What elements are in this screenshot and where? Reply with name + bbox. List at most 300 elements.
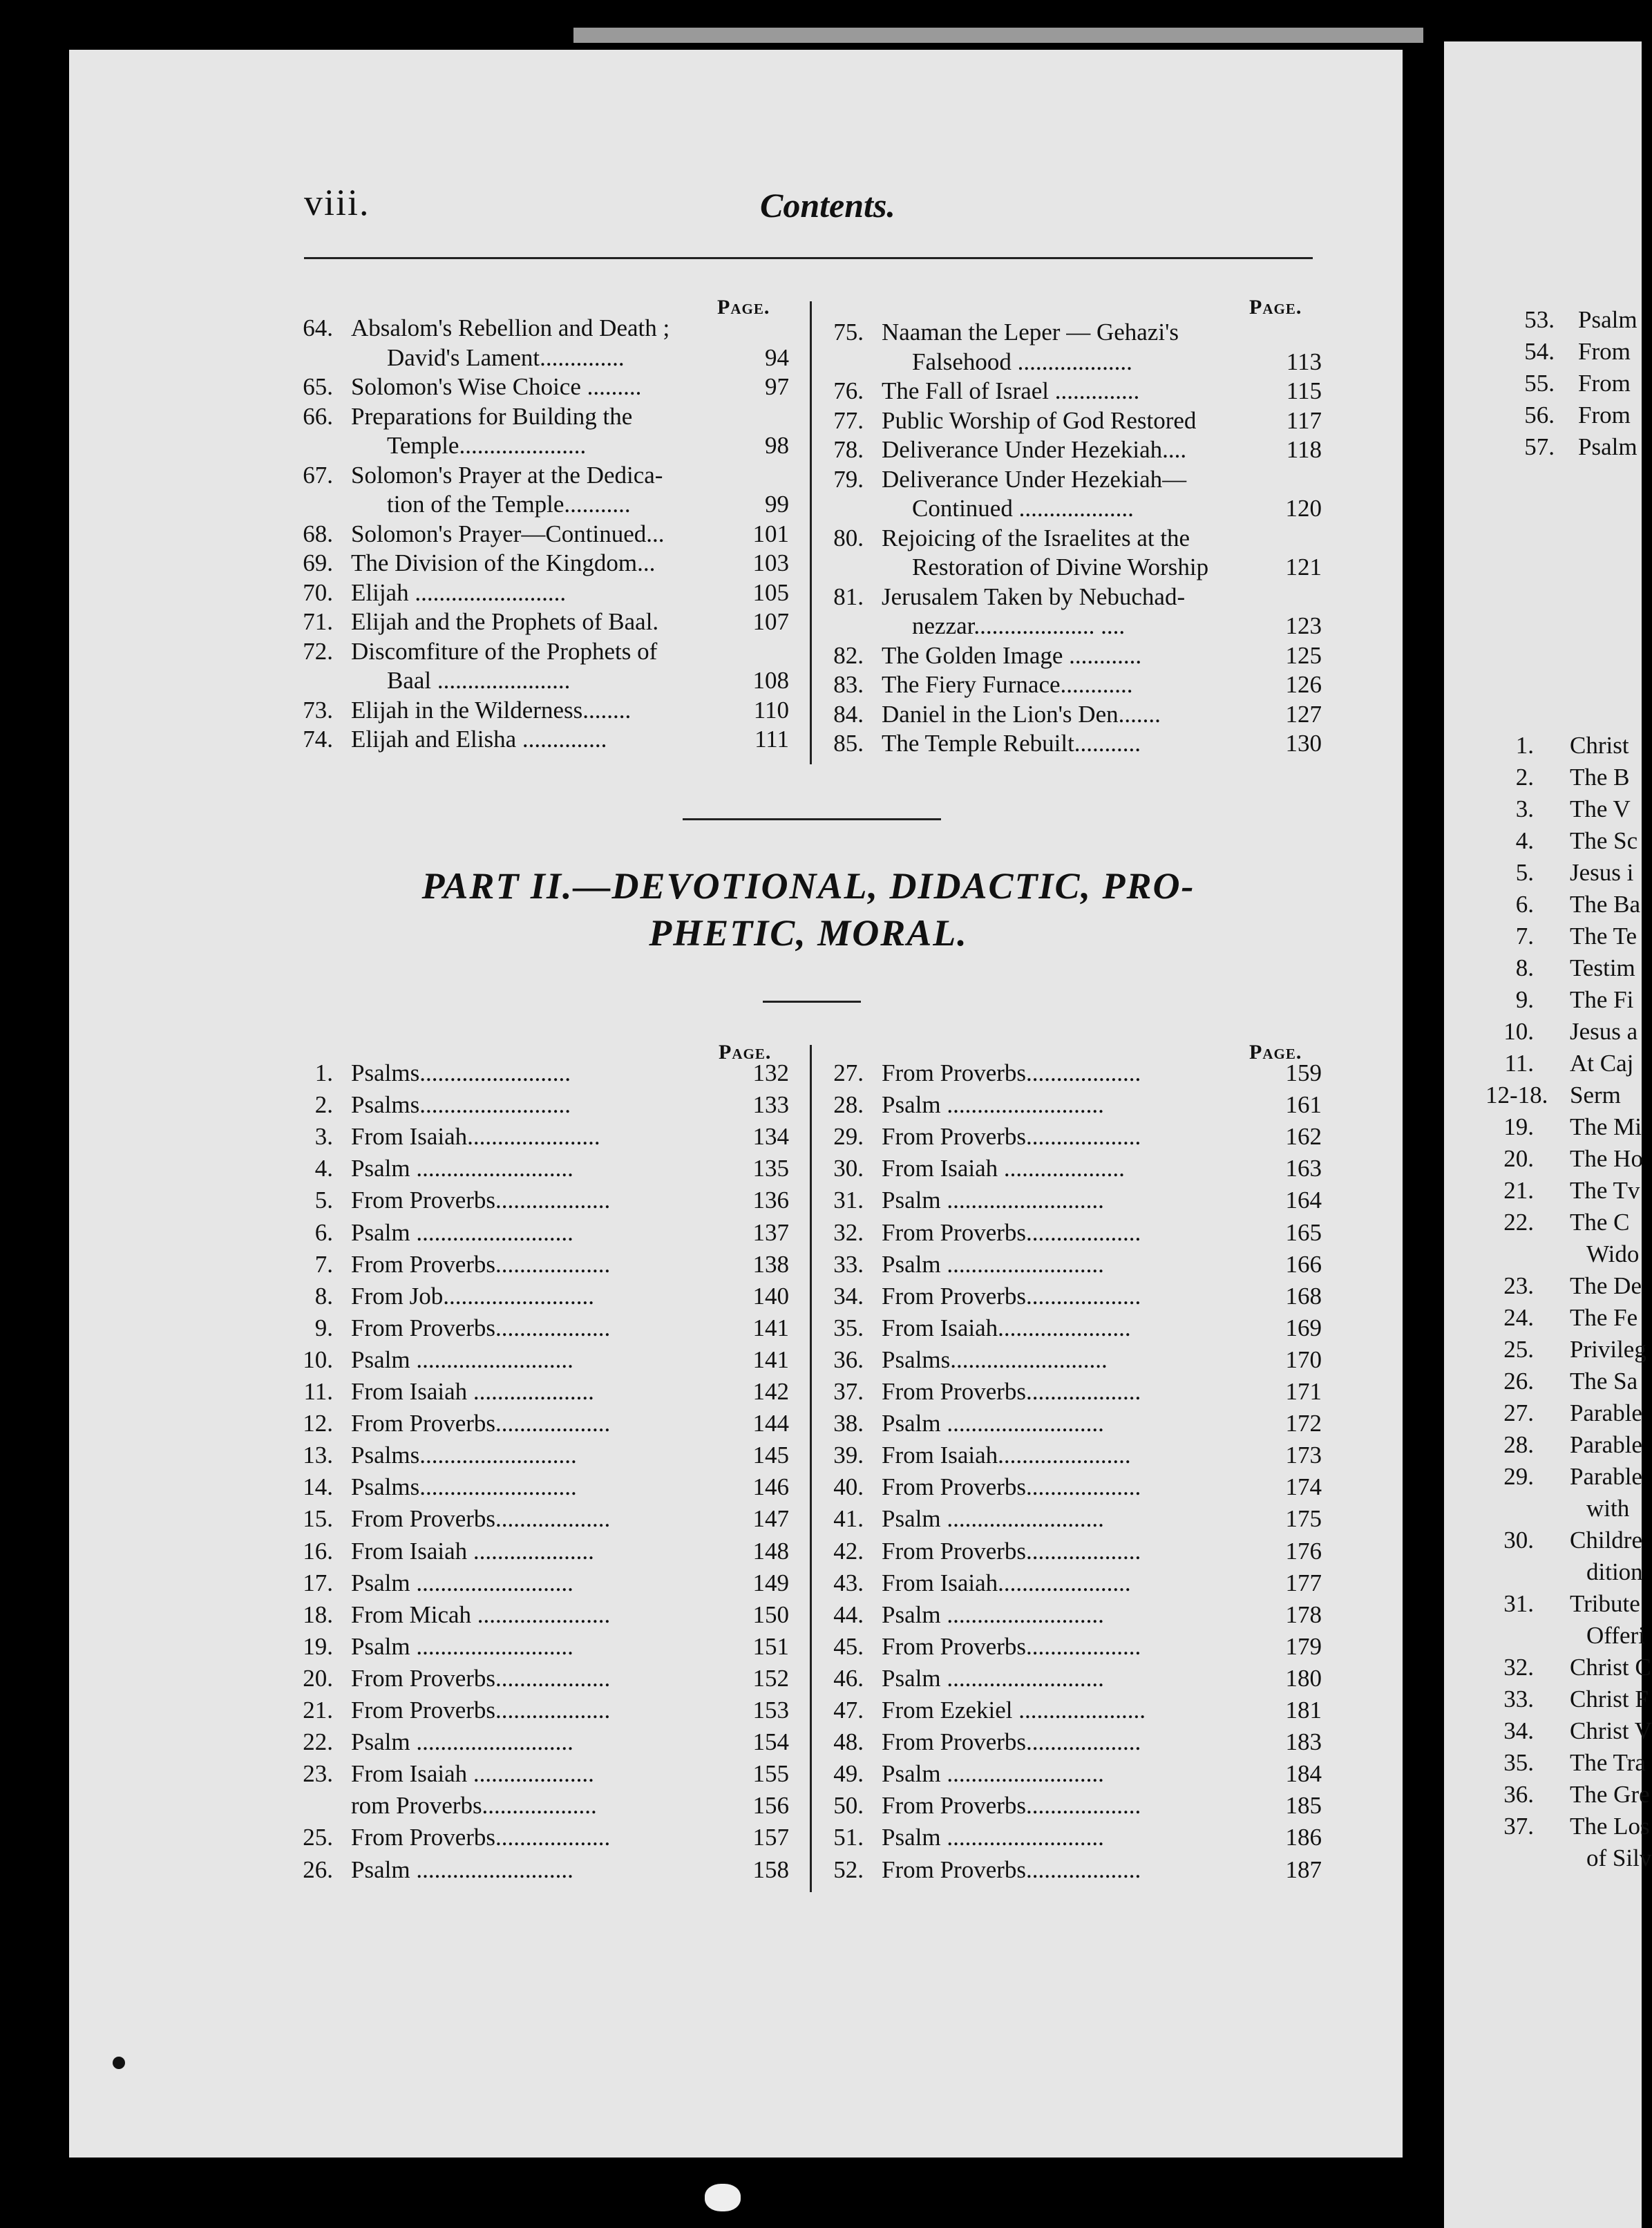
toc-entry-title: Rejoicing of the Israelites at the bbox=[882, 524, 1190, 551]
toc-entry-title: The Fall of Israel .............. bbox=[882, 377, 1140, 404]
toc-entry-number: 75. bbox=[833, 319, 864, 346]
toc-entry bbox=[815, 1634, 1322, 1661]
toc-entry bbox=[815, 643, 1322, 670]
toc-entry-number: 27. bbox=[1503, 1399, 1534, 1426]
toc-entry-number: 56. bbox=[1524, 402, 1555, 428]
toc-entry bbox=[1485, 955, 1642, 983]
toc-entry-page: 103 bbox=[752, 549, 789, 576]
toc-entry bbox=[285, 404, 789, 431]
toc-entry-title: Elijah and Elisha .............. bbox=[351, 726, 607, 753]
toc-entry bbox=[815, 378, 1322, 406]
toc-entry-page: 159 bbox=[1285, 1059, 1322, 1086]
toc-entry-number: 84. bbox=[833, 700, 864, 728]
toc-entry-title: Psalm .......................... bbox=[882, 1187, 1104, 1214]
toc-entry-number: 73. bbox=[303, 696, 333, 724]
toc-entry bbox=[1485, 1114, 1642, 1142]
toc-entry-page: 168 bbox=[1285, 1282, 1322, 1310]
toc-entry bbox=[815, 1220, 1322, 1247]
toc-entry-number: 8. bbox=[1515, 954, 1534, 981]
toc-entry bbox=[1485, 1559, 1642, 1587]
toc-entry bbox=[285, 1665, 789, 1693]
toc-entry-number: 41. bbox=[833, 1505, 864, 1533]
toc-entry bbox=[815, 1506, 1322, 1533]
toc-entry-title: Psalm .......................... bbox=[351, 1569, 573, 1596]
toc-entry-page: 157 bbox=[752, 1824, 789, 1851]
toc-entry bbox=[285, 345, 789, 372]
toc-entry-title: The Gre bbox=[1570, 1781, 1650, 1808]
toc-entry-number: 29. bbox=[1503, 1463, 1534, 1490]
toc-entry bbox=[815, 554, 1322, 582]
toc-entry-number: 74. bbox=[303, 726, 333, 753]
toc-entry-number: 76. bbox=[833, 377, 864, 404]
toc-entry-number: 10. bbox=[1503, 1018, 1534, 1045]
toc-entry bbox=[285, 1220, 789, 1247]
toc-entry-page: 164 bbox=[1285, 1187, 1322, 1214]
toc-entry-page: 133 bbox=[752, 1091, 789, 1119]
toc-entry-title: Elijah and the Prophets of Baal. bbox=[351, 608, 659, 635]
toc-entry-title: Baal ...................... bbox=[387, 667, 571, 694]
toc-entry-number: 68. bbox=[303, 520, 333, 547]
toc-entry-number: 7. bbox=[314, 1250, 333, 1278]
toc-entry-page: 169 bbox=[1285, 1314, 1322, 1341]
toc-entry-number: 71. bbox=[303, 608, 333, 635]
toc-entry bbox=[1506, 402, 1642, 430]
toc-entry-number: 32. bbox=[1503, 1654, 1534, 1681]
toc-entry-title: Psalm .......................... bbox=[882, 1760, 1104, 1788]
toc-entry bbox=[1506, 307, 1642, 334]
toc-entry bbox=[285, 1506, 789, 1533]
toc-entry bbox=[1485, 828, 1642, 856]
toc-entry-page: 152 bbox=[752, 1664, 789, 1692]
toc-entry bbox=[815, 1602, 1322, 1630]
toc-entry-title: The Ho bbox=[1570, 1145, 1643, 1172]
toc-entry-number: 8. bbox=[314, 1282, 333, 1310]
toc-entry-number: 36. bbox=[833, 1346, 864, 1373]
toc-entry-number: 53. bbox=[1524, 306, 1555, 333]
toc-entry bbox=[815, 1379, 1322, 1406]
toc-entry-page: 113 bbox=[1286, 348, 1322, 375]
toc-entry-number: 45. bbox=[833, 1632, 864, 1660]
toc-entry-page: 155 bbox=[752, 1760, 789, 1788]
toc-entry-page: 117 bbox=[1286, 406, 1322, 434]
toc-entry-page: 186 bbox=[1285, 1824, 1322, 1851]
toc-entry-title: Psalm .......................... bbox=[882, 1664, 1104, 1692]
toc-entry bbox=[1485, 764, 1642, 792]
toc-entry-page: 140 bbox=[752, 1282, 789, 1310]
toc-entry bbox=[285, 1092, 789, 1120]
toc-entry-title: Privileg bbox=[1570, 1336, 1646, 1363]
toc-entry bbox=[1485, 733, 1642, 760]
toc-entry-title: Testim bbox=[1570, 954, 1635, 981]
toc-entry-number: 9. bbox=[314, 1314, 333, 1341]
toc-entry-title: From Isaiah...................... bbox=[351, 1123, 600, 1151]
toc-entry-number: 55. bbox=[1524, 370, 1555, 397]
toc-entry-title: Psalm .......................... bbox=[882, 1824, 1104, 1851]
toc-entry-title: Preparations for Building the bbox=[351, 402, 633, 430]
toc-entry-page: 136 bbox=[752, 1187, 789, 1214]
toc-entry-page: 150 bbox=[752, 1601, 789, 1628]
toc-entry-title: From Proverbs................... bbox=[882, 1473, 1141, 1501]
toc-entry bbox=[815, 1761, 1322, 1788]
toc-entry bbox=[1485, 1050, 1642, 1078]
toc-entry-title: Parable bbox=[1570, 1431, 1642, 1458]
toc-entry-title: The Tv bbox=[1570, 1177, 1640, 1204]
page-column-label: Page. bbox=[1249, 296, 1302, 319]
toc-entry-number: 11. bbox=[303, 1378, 333, 1405]
toc-entry-page: 180 bbox=[1285, 1664, 1322, 1692]
page-number: viii. bbox=[304, 182, 370, 223]
toc-entry bbox=[1485, 1019, 1642, 1046]
toc-entry-title: Offeri bbox=[1586, 1622, 1645, 1649]
page-column-label: Page. bbox=[717, 296, 770, 319]
toc-entry-page: 179 bbox=[1285, 1632, 1322, 1660]
toc-entry-title: From Proverbs................... bbox=[351, 1697, 611, 1724]
toc-entry-title: The Temple Rebuilt........... bbox=[882, 730, 1141, 757]
toc-entry-number: 72. bbox=[303, 637, 333, 665]
toc-entry-title: Solomon's Prayer at the Dedica- bbox=[351, 461, 663, 489]
toc-entry-number: 77. bbox=[833, 406, 864, 434]
toc-entry-number: 21. bbox=[303, 1697, 333, 1724]
toc-entry bbox=[285, 1187, 789, 1215]
toc-entry-title: Psalm .......................... bbox=[882, 1601, 1104, 1628]
toc-entry-number: 12-18. bbox=[1485, 1082, 1548, 1108]
toc-entry-title: Temple..................... bbox=[387, 432, 587, 459]
toc-entry-title: From Proverbs................... bbox=[351, 1187, 611, 1214]
toc-entry bbox=[285, 639, 789, 666]
toc-entry-page: 126 bbox=[1285, 671, 1322, 698]
toc-entry bbox=[285, 697, 789, 725]
toc-entry-page: 118 bbox=[1286, 436, 1322, 463]
toc-entry-page: 137 bbox=[752, 1218, 789, 1246]
toc-entry-title: At Caj bbox=[1570, 1050, 1634, 1077]
toc-entry bbox=[815, 1187, 1322, 1215]
toc-entry-number: 57. bbox=[1524, 433, 1555, 460]
heading-divider bbox=[763, 1001, 861, 1003]
toc-entry-number: 26. bbox=[303, 1856, 333, 1883]
toc-entry bbox=[285, 580, 789, 607]
toc-entry-number: 20. bbox=[1503, 1145, 1534, 1172]
toc-entry-page: 138 bbox=[752, 1250, 789, 1278]
toc-entry-number: 33. bbox=[833, 1250, 864, 1278]
toc-entry-title: Christ C bbox=[1570, 1654, 1651, 1681]
toc-entry-number: 19. bbox=[303, 1632, 333, 1660]
toc-entry-title: Psalms.......................... bbox=[351, 1442, 577, 1469]
toc-entry-title: Public Worship of God Restored bbox=[882, 406, 1197, 434]
toc-entry-page: 121 bbox=[1285, 554, 1322, 580]
toc-entry-number: 82. bbox=[833, 641, 864, 669]
toc-entry bbox=[1506, 370, 1642, 398]
toc-entry-title: Psalm .......................... bbox=[882, 1250, 1104, 1278]
toc-entry-page: 134 bbox=[752, 1123, 789, 1151]
section-divider bbox=[683, 818, 941, 820]
toc-entry-title: The Fe bbox=[1570, 1304, 1638, 1331]
toc-entry-number: 2. bbox=[314, 1091, 333, 1119]
toc-entry-title: Psalm .......................... bbox=[351, 1728, 573, 1756]
toc-entry-page: 130 bbox=[1285, 730, 1322, 757]
toc-entry-title: Jerusalem Taken by Nebuchad- bbox=[882, 583, 1186, 610]
column-divider bbox=[810, 301, 812, 764]
toc-entry bbox=[285, 433, 789, 460]
toc-entry bbox=[1485, 1717, 1652, 1746]
toc-entry bbox=[1485, 1241, 1642, 1269]
toc-entry-title: From Proverbs................... bbox=[882, 1728, 1141, 1756]
toc-entry bbox=[815, 349, 1322, 377]
toc-entry-number: 81. bbox=[833, 583, 864, 610]
toc-entry-page: 101 bbox=[752, 520, 789, 547]
toc-entry bbox=[815, 1824, 1322, 1852]
toc-entry bbox=[285, 1442, 789, 1470]
toc-entry bbox=[285, 609, 789, 636]
toc-entry bbox=[1485, 1209, 1642, 1237]
toc-entry bbox=[1485, 1844, 1652, 1873]
toc-entry-title: Psalm .......................... bbox=[351, 1856, 573, 1883]
toc-entry-number: 35. bbox=[833, 1314, 864, 1341]
toc-entry bbox=[1485, 796, 1642, 824]
toc-entry-title: Psalm .......................... bbox=[882, 1091, 1104, 1119]
toc-entry-page: 174 bbox=[1285, 1473, 1322, 1501]
toc-entry bbox=[285, 1060, 789, 1088]
toc-entry-title: The Fi bbox=[1570, 986, 1634, 1013]
toc-entry-number: 64. bbox=[303, 314, 333, 341]
toc-entry-page: 172 bbox=[1285, 1410, 1322, 1437]
toc-entry-title: Psalms.......................... bbox=[882, 1346, 1108, 1373]
toc-entry-page: 94 bbox=[765, 343, 789, 371]
toc-entry-title: dition bbox=[1586, 1558, 1643, 1585]
toc-entry-number: 29. bbox=[833, 1123, 864, 1151]
toc-entry-page: 135 bbox=[752, 1155, 789, 1182]
toc-entry-number: 9. bbox=[1515, 986, 1534, 1013]
toc-entry bbox=[815, 701, 1322, 729]
toc-entry-number: 31. bbox=[1503, 1590, 1534, 1617]
toc-entry-page: 171 bbox=[1285, 1378, 1322, 1405]
toc-entry-title: nezzar.................... .... bbox=[912, 612, 1126, 639]
toc-entry bbox=[1485, 1336, 1646, 1364]
toc-entry-number: 33. bbox=[1503, 1686, 1534, 1712]
toc-entry-title: The Tra bbox=[1570, 1749, 1646, 1776]
toc-entry bbox=[815, 1665, 1322, 1693]
toc-entry-title: The Mi bbox=[1570, 1113, 1642, 1140]
toc-entry-number: 22. bbox=[303, 1728, 333, 1756]
toc-entry-title: Solomon's Wise Choice ......... bbox=[351, 373, 642, 400]
toc-entry bbox=[815, 1283, 1322, 1311]
toc-entry-page: 123 bbox=[1285, 612, 1322, 639]
toc-entry-number: 1. bbox=[314, 1059, 333, 1086]
toc-entry-title: Psalm .......................... bbox=[351, 1155, 573, 1182]
toc-entry-number: 21. bbox=[1503, 1177, 1534, 1204]
toc-entry-number: 47. bbox=[833, 1697, 864, 1724]
toc-entry-number: 48. bbox=[833, 1728, 864, 1756]
toc-entry-title: From Proverbs................... bbox=[351, 1664, 611, 1692]
toc-entry-page: 163 bbox=[1285, 1155, 1322, 1182]
toc-entry-number: 37. bbox=[1503, 1813, 1534, 1840]
toc-entry-number: 30. bbox=[1503, 1527, 1534, 1554]
page-edge-strip bbox=[573, 28, 1423, 43]
toc-entry-title: The C bbox=[1570, 1209, 1630, 1236]
toc-entry-number: 67. bbox=[303, 461, 333, 489]
toc-entry-number: 2. bbox=[1515, 764, 1534, 791]
toc-entry bbox=[1506, 339, 1642, 366]
toc-entry-title: Continued ................... bbox=[912, 495, 1134, 522]
toc-entry bbox=[285, 1857, 789, 1885]
toc-entry-number: 66. bbox=[303, 402, 333, 430]
toc-entry bbox=[1485, 1781, 1650, 1809]
toc-entry bbox=[815, 1538, 1322, 1566]
toc-entry-page: 165 bbox=[1285, 1218, 1322, 1246]
toc-entry-title: From Proverbs................... bbox=[351, 1505, 611, 1533]
toc-entry-title: The Sc bbox=[1570, 827, 1638, 854]
toc-entry-page: 147 bbox=[752, 1505, 789, 1533]
toc-entry-title: From Isaiah...................... bbox=[882, 1569, 1131, 1596]
toc-entry-page: 98 bbox=[765, 432, 789, 459]
toc-entry bbox=[285, 1124, 789, 1151]
toc-entry-title: tion of the Temple........... bbox=[387, 491, 631, 518]
toc-entry-number: 15. bbox=[303, 1505, 333, 1533]
toc-entry bbox=[285, 1570, 789, 1598]
toc-entry-title: Tribute bbox=[1570, 1590, 1640, 1617]
toc-entry bbox=[285, 315, 789, 343]
toc-entry bbox=[285, 1410, 789, 1438]
toc-entry-page: 175 bbox=[1285, 1505, 1322, 1533]
toc-entry-number: 14. bbox=[303, 1473, 333, 1501]
toc-entry bbox=[815, 1315, 1322, 1343]
toc-entry-page: 146 bbox=[752, 1473, 789, 1501]
toc-entry-title: The Sa bbox=[1570, 1368, 1638, 1395]
toc-entry-title: Psalm .......................... bbox=[882, 1505, 1104, 1533]
toc-entry-page: 177 bbox=[1285, 1569, 1322, 1596]
toc-entry-title: Wido bbox=[1586, 1240, 1640, 1267]
toc-entry bbox=[1485, 1527, 1642, 1555]
toc-entry-title: The Ba bbox=[1570, 891, 1641, 918]
toc-entry-title: Daniel in the Lion's Den....... bbox=[882, 700, 1161, 728]
toc-entry-title: Discomfiture of the Prophets of bbox=[351, 637, 658, 665]
part-heading-line: PHETIC, MORAL. bbox=[649, 912, 968, 954]
toc-entry-number: 44. bbox=[833, 1601, 864, 1628]
toc-entry-number: 65. bbox=[303, 373, 333, 400]
toc-entry bbox=[815, 495, 1322, 523]
toc-entry-page: 120 bbox=[1285, 495, 1322, 522]
toc-entry-title: The Fiery Furnace............ bbox=[882, 671, 1133, 698]
toc-entry-number: 69. bbox=[303, 549, 333, 576]
toc-entry-number: 24. bbox=[1503, 1304, 1534, 1331]
toc-entry-number: 28. bbox=[1503, 1431, 1534, 1458]
toc-entry-title: From Proverbs................... bbox=[882, 1632, 1141, 1660]
toc-entry-number: 6. bbox=[314, 1218, 333, 1246]
toc-entry bbox=[285, 1602, 789, 1630]
toc-entry-number: 51. bbox=[833, 1824, 864, 1851]
toc-entry-number: 7. bbox=[1515, 923, 1534, 950]
toc-entry-number: 32. bbox=[833, 1218, 864, 1246]
toc-entry-number: 54. bbox=[1524, 338, 1555, 365]
toc-entry-page: 154 bbox=[752, 1728, 789, 1756]
toc-entry-title: of Silv bbox=[1586, 1844, 1652, 1871]
toc-entry-page: 132 bbox=[752, 1059, 789, 1086]
toc-entry bbox=[1485, 1813, 1650, 1841]
toc-entry bbox=[815, 1092, 1322, 1120]
toc-entry-title: Deliverance Under Hezekiah.... bbox=[882, 436, 1187, 463]
toc-entry-title: The B bbox=[1570, 764, 1630, 791]
toc-entry-number: 35. bbox=[1503, 1749, 1534, 1776]
toc-entry bbox=[815, 1697, 1322, 1725]
toc-entry bbox=[815, 1729, 1322, 1757]
toc-entry bbox=[815, 730, 1322, 758]
toc-entry bbox=[285, 1379, 789, 1406]
toc-entry-title: From Proverbs................... bbox=[351, 1824, 611, 1851]
toc-entry bbox=[1485, 1464, 1642, 1491]
toc-entry bbox=[815, 1124, 1322, 1151]
toc-entry-title: Parable bbox=[1570, 1463, 1642, 1490]
toc-entry bbox=[285, 1474, 789, 1502]
toc-entry-title: Psalms......................... bbox=[351, 1059, 571, 1086]
toc-entry-page: 141 bbox=[752, 1314, 789, 1341]
toc-entry bbox=[1485, 923, 1642, 951]
toc-entry-number: 26. bbox=[1503, 1368, 1534, 1395]
toc-entry-title: From Ezekiel ..................... bbox=[882, 1697, 1146, 1724]
toc-entry-number: 28. bbox=[833, 1091, 864, 1119]
toc-entry-page: 185 bbox=[1285, 1792, 1322, 1820]
toc-entry-number: 52. bbox=[833, 1856, 864, 1883]
toc-entry-title: The Los bbox=[1570, 1813, 1650, 1840]
toc-entry bbox=[815, 1060, 1322, 1088]
toc-entry-number: 4. bbox=[1515, 827, 1534, 854]
toc-entry-number: 1. bbox=[1515, 732, 1534, 759]
toc-entry-page: 125 bbox=[1285, 641, 1322, 669]
toc-entry-title: David's Lament.............. bbox=[387, 343, 625, 371]
toc-entry-number: 36. bbox=[1503, 1781, 1534, 1808]
toc-entry-title: Christ F bbox=[1570, 1686, 1649, 1712]
toc-entry-title: From Isaiah .................... bbox=[351, 1760, 594, 1788]
toc-entry bbox=[285, 1793, 789, 1820]
toc-entry-number: 10. bbox=[303, 1346, 333, 1373]
toc-entry-title: rom Proverbs................... bbox=[351, 1792, 597, 1820]
toc-entry-title: From Isaiah...................... bbox=[882, 1442, 1131, 1469]
toc-entry-number: 3. bbox=[314, 1123, 333, 1151]
toc-entry-number: 18. bbox=[303, 1601, 333, 1628]
toc-entry-title: From Isaiah .................... bbox=[351, 1378, 594, 1405]
toc-entry-page: 183 bbox=[1285, 1728, 1322, 1756]
toc-entry bbox=[285, 1538, 789, 1566]
toc-entry bbox=[815, 1570, 1322, 1598]
column-divider bbox=[810, 1045, 812, 1892]
toc-entry-page: 176 bbox=[1285, 1537, 1322, 1565]
toc-entry bbox=[815, 1474, 1322, 1502]
part-heading bbox=[304, 862, 1313, 956]
toc-entry-number: 37. bbox=[833, 1378, 864, 1405]
toc-entry-title: The Te bbox=[1570, 923, 1637, 950]
toc-entry-number: 83. bbox=[833, 671, 864, 698]
paper-smudge bbox=[705, 2184, 741, 2211]
toc-entry-title: Parable bbox=[1570, 1399, 1642, 1426]
toc-entry bbox=[815, 1347, 1322, 1375]
toc-entry-number: 78. bbox=[833, 436, 864, 463]
toc-entry-title: From Proverbs................... bbox=[882, 1856, 1141, 1883]
toc-entry-title: with bbox=[1586, 1495, 1630, 1522]
toc-entry-page: 184 bbox=[1285, 1760, 1322, 1788]
toc-entry-title: From Proverbs................... bbox=[882, 1378, 1141, 1405]
toc-entry-page: 144 bbox=[752, 1410, 789, 1437]
toc-entry-number: 5. bbox=[314, 1187, 333, 1214]
toc-entry bbox=[1485, 987, 1642, 1014]
toc-entry-title: From Micah ...................... bbox=[351, 1601, 611, 1628]
toc-entry-title: Solomon's Prayer—Continued... bbox=[351, 520, 665, 547]
toc-entry-title: Psalm .......................... bbox=[351, 1218, 573, 1246]
toc-entry bbox=[285, 1252, 789, 1279]
toc-entry-title: Falsehood ................... bbox=[912, 348, 1132, 375]
toc-entry bbox=[285, 491, 789, 519]
toc-entry-number: 34. bbox=[833, 1282, 864, 1310]
toc-entry-number: 79. bbox=[833, 465, 864, 493]
toc-entry-number: 11. bbox=[1504, 1050, 1534, 1077]
toc-entry bbox=[1485, 1368, 1642, 1396]
